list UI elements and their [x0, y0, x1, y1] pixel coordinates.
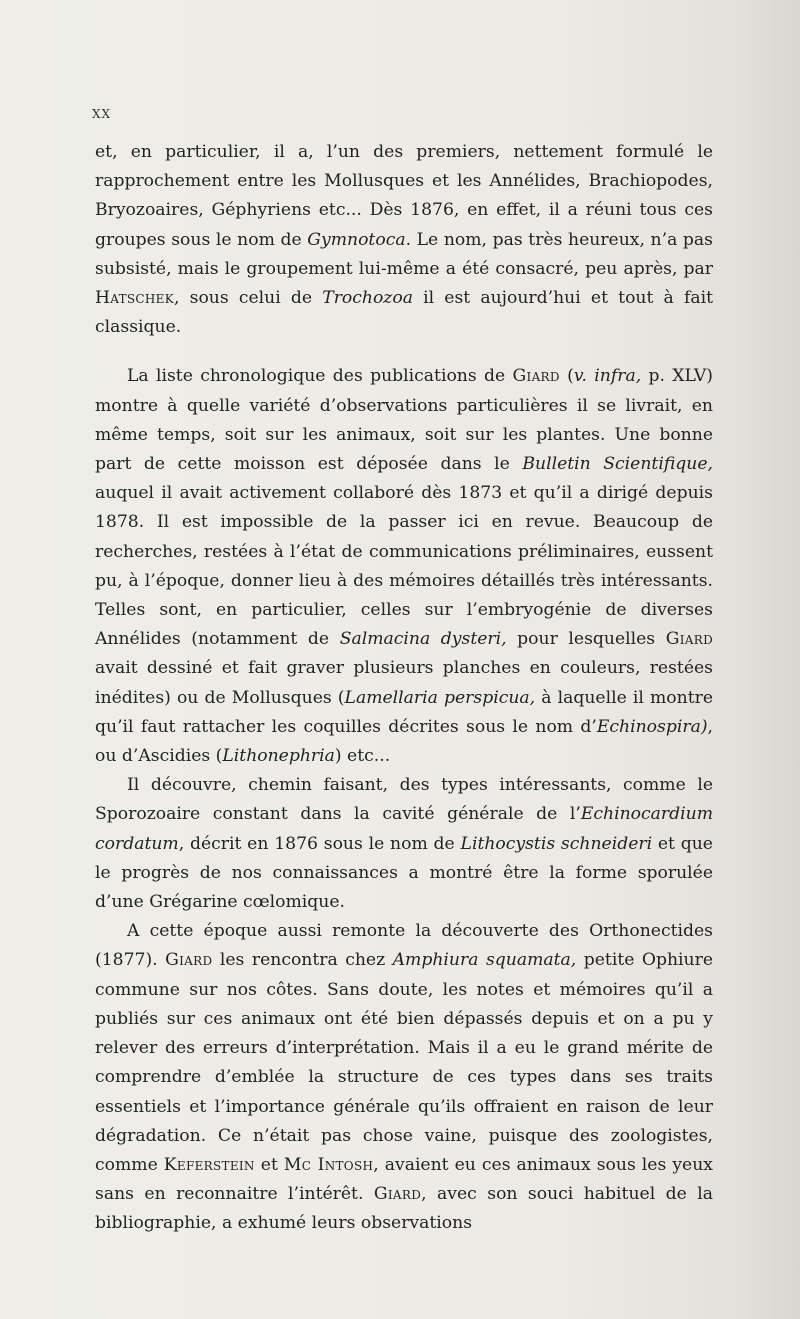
text-run: p. XLV) montre à quelle variété d’observations particulières il se livrait, en même temps, soit sur les animaux, soit sur les plantes. Une bonne part de cette moisson est déposée dans le [95, 366, 713, 475]
text-run: , avec son souci habituel de la bibliographie, a exhumé leurs observations [95, 1184, 713, 1234]
text-run: Il découvre, chemin faisant, des types intéressants, comme le Sporozoaire constant dans la cavité générale de l’ [95, 775, 713, 825]
paragraph-2 [95, 362, 713, 771]
author-name: Giard [665, 629, 714, 650]
page-number: XX [92, 107, 112, 121]
text-run: à laquelle il montre qu’il faut rattacher les coquilles décrites sous le nom d’ [95, 687, 713, 737]
text-run: , avaient eu ces animaux sous les yeux sans en reconnaitre l’intérêt. [95, 1154, 713, 1205]
text-run: petite Ophiure commune sur nos côtes. Sans doute, les notes et mémoires qu’il a publiés sur ces animaux ont été bien dépassés depuis et on a pu y relever des erreurs d’interprétation. Mais il a eu le grand mérite de comprendre d’emblée la structure de ces types dans ses traits essentiels et l’importance générale qu’ils offraient en raison de leur dégradation. Ce n’était pas chose vaine, puisque des zoologistes, comme [95, 950, 713, 1175]
author-name: Giard [373, 1184, 422, 1205]
text-run: , décrit en 1876 sous le nom de [178, 833, 461, 854]
text-run: La liste chronologique des publications de [127, 366, 513, 387]
text-run: auquel il avait activement collaboré dès 1873 et qu’il a dirigé depuis 1878. Il est impossible de la passer ici en revue. Beaucoup de recherches, restées à l’état de communications préliminaires, eussent pu, à l’époque, donner lieu à des mémoires détaillés très intéressants. Telles sont, en particulier, celles sur l’embryogénie de diverses Annélides (notamment de [95, 483, 713, 650]
italic-term: Lithocystis schneideri [460, 833, 653, 854]
author-name: Mc Intosh [283, 1154, 374, 1175]
text-run: ) etc... [334, 746, 391, 767]
text-run: pour lesquelles [506, 629, 666, 650]
body-text [95, 138, 713, 1239]
text-run: les rencontra chez [212, 950, 393, 971]
italic-term: Trochozoa [322, 288, 413, 309]
text-run: A cette époque aussi remonte la découverte des Orthonectides (1877). [95, 921, 713, 971]
text-run: , sous celui de [174, 288, 323, 309]
author-name: Hatschek [95, 288, 174, 309]
text-run: ( [559, 366, 574, 387]
text-run: et [254, 1154, 284, 1175]
text-run: et, en particulier, il a, l’un des premiers, nettement formulé le rapprochement entre les Mollusques et les Annélides, Brachiopodes, Bryozoaires, Géphyriens etc... Dès 1876, en effet, il a réuni tous ces groupes sous le nom de [95, 142, 713, 250]
text-run: il est aujourd’hui et tout à fait classique. [95, 288, 713, 338]
author-name: Giard [165, 950, 213, 971]
text-run: et que le progrès de nos connaissances a montré être la forme sporulée d’une Grégarine cœlomique. [95, 833, 713, 913]
paragraph-1 [95, 138, 713, 342]
paragraph-4 [95, 917, 713, 1238]
italic-term: Echinospira) [596, 716, 708, 737]
italic-term: Echinocardium cordatum [95, 804, 713, 854]
italic-term: Gymnotoca [307, 229, 406, 250]
paragraph-3 [95, 771, 713, 917]
italic-term: Salmacina dysteri, [339, 629, 507, 650]
italic-term: Bulletin Scientifique, [522, 454, 713, 475]
text-run: . Le nom, pas très heureux, n’a pas subsisté, mais le groupement lui-même a été consacré, peu après, par [95, 229, 714, 279]
text-run: avait dessiné et fait graver plusieurs planches en couleurs, restées inédites) ou de Mollusques ( [95, 658, 713, 708]
italic-term: Lamellaria perspicua, [344, 687, 536, 708]
author-name: Keferstein [163, 1154, 255, 1175]
italic-term: v. infra, [573, 366, 642, 387]
italic-term: Amphiura squamata, [392, 950, 577, 971]
author-name: Giard [512, 366, 560, 387]
italic-term: Lithonephria [222, 746, 335, 767]
text-run: , ou d’Ascidies ( [95, 716, 713, 767]
